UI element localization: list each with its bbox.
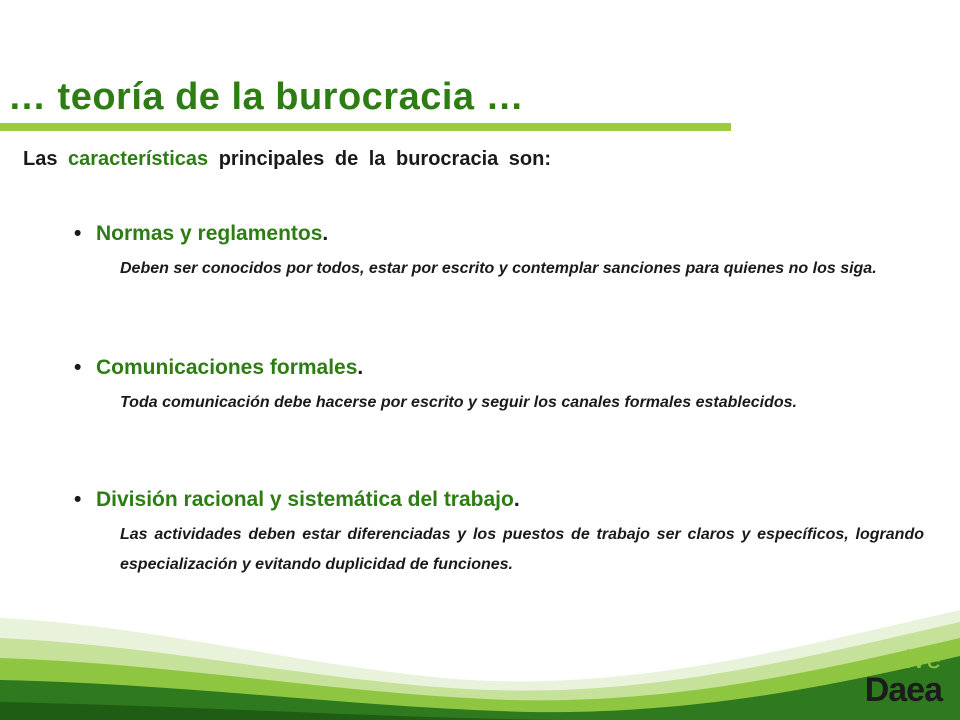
intro-highlight: características: [68, 148, 209, 170]
list-item-title-end: .: [357, 356, 364, 379]
intro-prefix: Las: [23, 148, 58, 170]
logo-vive: vive: [891, 644, 942, 674]
list-item-description: Deben ser conocidos por todos, estar por escrito y contemplar sanciones para quienes no los siga.: [120, 260, 877, 277]
slide-title: … teoría de la burocracia …: [8, 76, 525, 118]
list-item: [74, 220, 924, 284]
list-item-description: Las actividades deben estar diferenciadas y los puestos de trabajo ser claros y específicos, logrando especialización y evitando duplicidad de funciones.: [120, 526, 924, 573]
intro-text: [23, 145, 551, 173]
brand-logo: [852, 646, 942, 708]
list-item-title: Normas y reglamentos: [96, 222, 323, 245]
list-item-description: Toda comunicación debe hacerse por escrito y seguir los canales formales establecidos.: [120, 394, 797, 411]
bullet-icon: •: [74, 488, 82, 511]
list-item-heading: [74, 220, 924, 248]
title-underline: [0, 123, 731, 131]
list-item-heading: [74, 486, 924, 514]
logo-daea: Daea: [864, 671, 942, 709]
bullet-icon: •: [74, 356, 82, 379]
intro-suffix: principales de la burocracia son:: [218, 148, 552, 170]
list-item-title-end: .: [322, 222, 329, 245]
list-item-title-end: .: [513, 488, 520, 511]
bullet-icon: •: [74, 222, 82, 245]
list-item-title: Comunicaciones formales: [96, 356, 358, 379]
list-item-title: División racional y sistemática del trabajo: [96, 488, 514, 511]
list-item-heading: [74, 354, 924, 382]
decorative-waves: [0, 560, 960, 720]
list-item: [74, 354, 924, 418]
